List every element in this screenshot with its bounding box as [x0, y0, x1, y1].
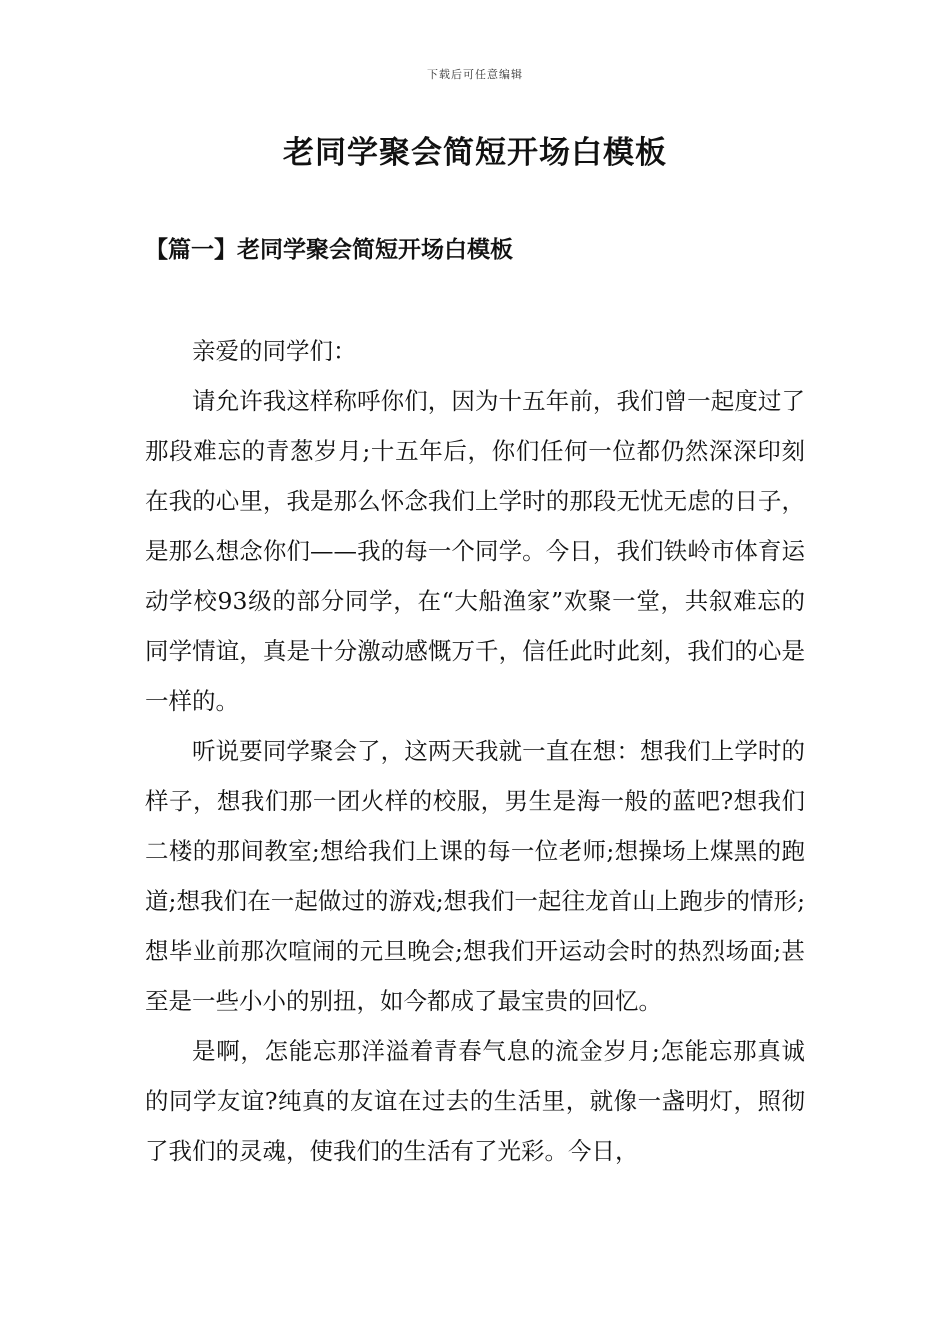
header-note: 下载后可任意编辑: [427, 68, 523, 81]
body-text: [145, 326, 805, 1176]
paragraph: 请允许我这样称呼你们，因为十五年前，我们曾一起度过了那段难忘的青葱岁月;十五年后，你们任何一位都仍然深深印刻在我的心里，我是那么怀念我们上学时的那段无忧无虑的日子，是那么想念你们——我的每一个同学。今日，我们铁岭市体育运动学校93级的部分同学，在“大船渔家”欢聚一堂，共叙难忘的同学情谊，真是十分激动感慨万千，信任此时此刻，我们的心是一样的。: [145, 387, 805, 715]
paragraph: 是啊，怎能忘那洋溢着青春气息的流金岁月;怎能忘那真诚的同学友谊?纯真的友谊在过去的生活里，就像一盏明灯，照彻了我们的灵魂，使我们的生活有了光彩。今日，: [145, 1037, 805, 1165]
document-title: 老同学聚会简短开场白模板: [283, 135, 667, 171]
paragraph: 听说要同学聚会了，这两天我就一直在想：想我们上学时的样子，想我们那一团火样的校服，男生是海一般的蓝吧?想我们二楼的那间教室;想给我们上课的每一位老师;想操场上煤黑的跑道;想我们在一起做过的游戏;想我们一起往龙首山上跑步的情形;想毕业前那次喧闹的元旦晚会;想我们开运动会时的热烈场面;甚至是一些小小的别扭，如今都成了最宝贵的回忆。: [145, 737, 805, 1015]
paragraph-salutation: 亲爱的同学们：: [192, 337, 357, 365]
section-heading: 【篇一】老同学聚会简短开场白模板: [145, 236, 513, 263]
